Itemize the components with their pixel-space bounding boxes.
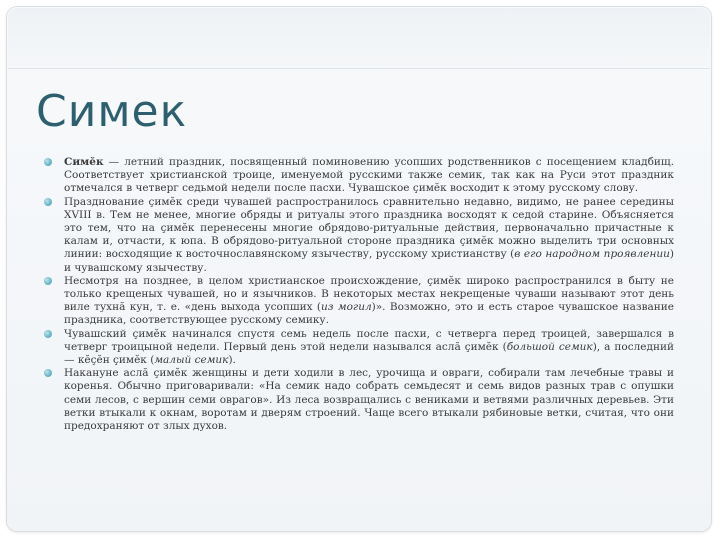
bullet-text: Несмотря на позднее, в целом христианское происхождение, çимĕк широко распространился в быту не только крещеных чувашей, но и язычников. В некоторых местах некрещеные чуваши называют этот день виле тухнă кун, т. е. «день выхода усопших (: [64, 274, 674, 314]
bullet-text: Чувашский çимĕк начинался спустя семь недель после пасхи, с четверга перед троицей, завершался в четверг троицыной недели. Первый день этой недели назывался аслă çимĕк (: [64, 327, 674, 353]
bullet-item: [44, 275, 674, 328]
bullet-icon: [44, 369, 52, 377]
bullet-icon: [44, 198, 52, 206]
italic-text: из могил: [321, 301, 372, 314]
bullet-text: ).: [228, 354, 236, 367]
bullet-icon: [44, 330, 52, 338]
bullet-text: — летний праздник, посвященный поминовению усопших родственников с посещением кладбищ. Соответствует христианской троице, именуемой русскими также семик, так как на Руси этот праздник отмечался в четверг седьмой недели после пасхи. Чувашское çимĕк восходит к этому русскому слову.: [64, 156, 674, 195]
slide-header-band: [8, 8, 710, 69]
bullet-item: [44, 328, 674, 368]
bullet-text: Празднование çимĕк среди чувашей распространилось сравнительно недавно, видимо, не ранее середины XVIII в. Тем не менее, многие обряды и ритуалы этого праздника восходят к седой старине. Объясняется это тем, что на çимĕк перенесены многие обрядово-ритуальные действия, первоначально причастные к калам и, отчасти, к юпа. В обрядово-ритуальной стороне праздника çимĕк можно выделить три основных линии: восходящие к восточнославянскому язычеству, русскому христианству (: [64, 195, 674, 261]
bullet-item: [44, 367, 674, 433]
italic-text: малый семик: [154, 354, 229, 367]
bullet-icon: [44, 277, 52, 285]
slide-title: Симек: [36, 86, 188, 137]
bullet-item: [44, 156, 674, 196]
bullet-text: ), а последний — кĕçĕн çимĕк (: [64, 340, 674, 367]
bullet-list: [44, 156, 674, 433]
bullet-text: Накануне аслă çимĕк женщины и дети ходили в лес, урочища и овраги, собирали там лечебные травы и коренья. Обычно приговаривали: «На семик надо собрать семьдесят и семь видов разных трав с опушки семи лесов, с вершин семи оврагов». Из леса возвращались с вениками и ветвями различных деревьев. Эти ветки втыкали к окнам, воротам и дверям строений. Чаще всего втыкали рябиновые ветки, считая, что они предохраняют от злых духов.: [64, 367, 674, 433]
italic-text: в его народном проявлении: [514, 248, 670, 261]
bullet-text: )». Возможно, это и есть старое чувашское название праздника, соответствующее русскому семику.: [64, 301, 674, 327]
italic-text: большой семик: [506, 340, 593, 353]
bullet-text: ) и чувашскому язычеству.: [64, 248, 674, 274]
bullet-icon: [44, 158, 52, 166]
bullet-item: [44, 196, 674, 275]
term-text: Симĕк: [64, 156, 104, 168]
